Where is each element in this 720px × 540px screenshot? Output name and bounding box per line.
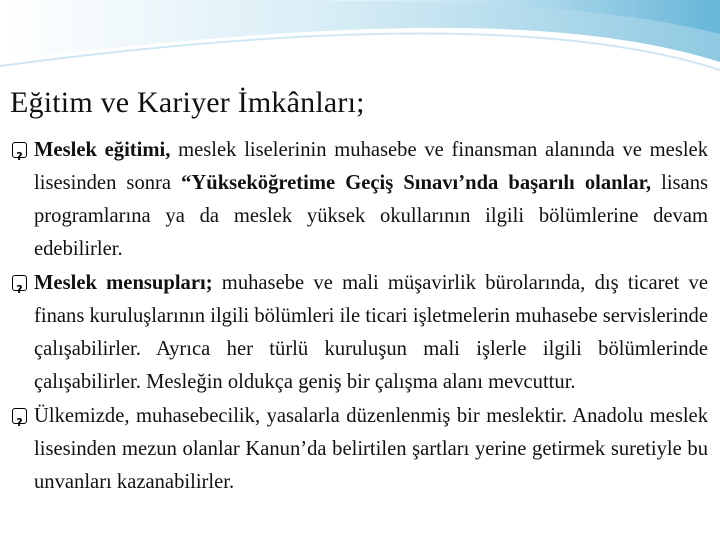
bullet-box-icon [12, 142, 27, 158]
paragraph-text: muhasebe ve mali müşavirlik bürolarında, dış ticaret ve finans kuruluşlarının ilgili bölümleri ile ticari işletmelerin muhasebe servislerinde çalışabilirler. Ayrıca her türlü kuruluşun mali işlerle ilgili bölümlerinde çalışabilirler. Mesleğin oldukça geniş bir çalışma alanı mevcuttur. [34, 272, 708, 393]
paragraph-text: meslek liselerinin muhasebe ve finansman alanında ve meslek lisesinden sonra [34, 139, 708, 194]
bullet-box-icon [12, 408, 27, 424]
paragraph-lead: Meslek mensupları; [34, 272, 213, 294]
slide-body [12, 134, 708, 500]
paragraph-lead: Meslek eğitimi, [34, 139, 171, 161]
slide-title: Eğitim ve Kariyer İmkânları; [10, 86, 365, 119]
bullet-box-icon [12, 275, 27, 291]
paragraph-emphasis: “Yükseköğretime Geçiş Sınavı’nda başarılı olanlar, [181, 172, 652, 194]
bullet-paragraph-2 [12, 267, 708, 399]
bullet-paragraph-1 [12, 134, 708, 266]
paragraph-text: Ülkemizde, muhasebecilik, yasalarla düzenlenmiş bir meslektir. Anadolu meslek lisesinden mezun olanlar Kanun’da belirtilen şartları yerine getirmek suretiyle bu unvanları kazanabilirler. [34, 405, 708, 493]
paragraph-text: lisans programlarına ya da meslek yüksek okullarının ilgili bölümlerine devam edebilirler. [34, 172, 709, 260]
header-swoosh-decoration [0, 0, 720, 80]
bullet-paragraph-3 [12, 400, 708, 499]
